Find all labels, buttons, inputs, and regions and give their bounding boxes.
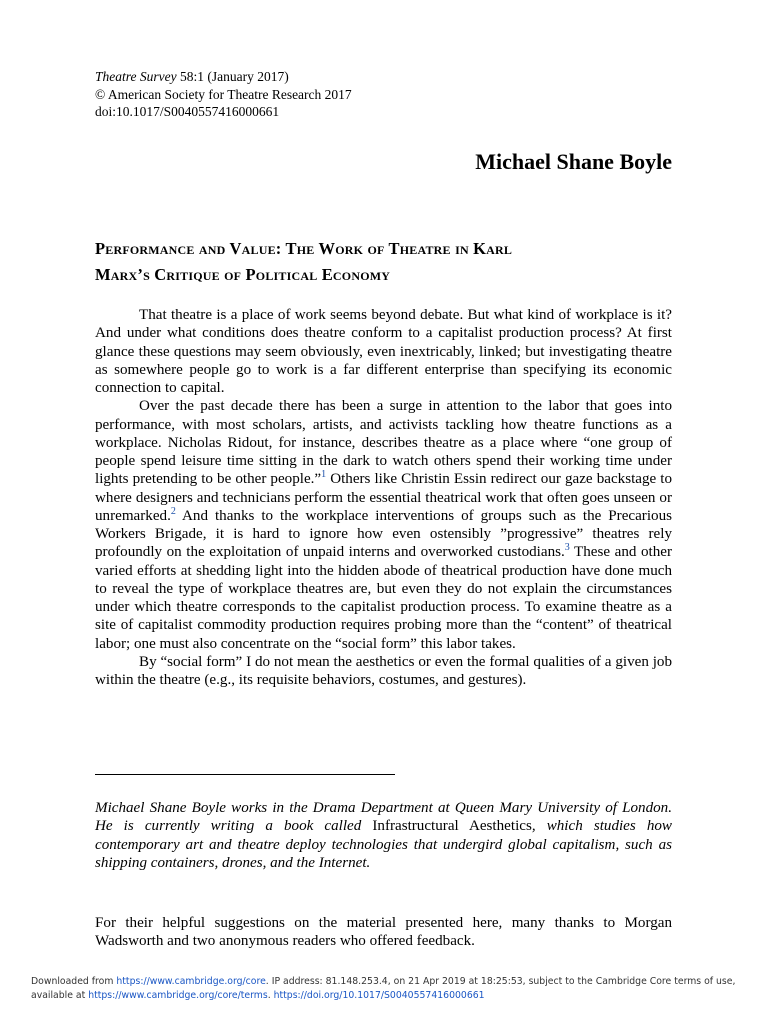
copyright-line: © American Society for Theatre Research 2017	[95, 86, 352, 102]
journal-header	[95, 68, 352, 121]
download-notice	[31, 975, 747, 1003]
footnote-ref-2[interactable]: 2	[170, 505, 176, 517]
doi-line: doi:10.1017/S0040557416000661	[95, 104, 280, 119]
download-separator: .	[267, 990, 274, 1001]
footnote-ref-1[interactable]: 1	[321, 469, 327, 481]
title-line-1: Performance and Value: The Work of Theatre in Karl	[95, 239, 513, 258]
paragraph-2-text-a: Over the past decade there has been a surge in attention to the labor that goes into performance, with most scholars, artists, and activists tackling how theatre functions as a workplace. Nicholas Ridout, for instance, describes theatre as a place where “one group of people spend leisure time sitting in the dark to watch others spend their working time under lights pretending to be other people.”	[95, 398, 672, 488]
article-title	[95, 236, 673, 288]
author-bio	[95, 799, 672, 872]
article-body	[95, 306, 672, 689]
paragraph-1: That theatre is a place of work seems beyond debate. But what kind of workplace is it? And under what conditions does theatre conform to a capitalist production process? At first glance these questions may seem obviously, even inextricably, linked; but investigating theatre as somewhere people go to work is a far different enterprise than specifying its economic connection to capital.	[95, 307, 672, 396]
paragraph-2-text-d: These and other varied efforts at shedding light into the hidden abode of theatrical production have done much to reveal the type of workplace theatres are, but even they do not explain the circumstances under which theatre corresponds to the capitalist production process. To examine theatre as a site of capitalist commodity production requires probing more than the “content” of theatrical labor; one must also concentrate on the “social form” this labor takes.	[95, 544, 672, 652]
cambridge-core-link[interactable]: https://www.cambridge.org/core	[116, 976, 266, 987]
download-middle: . IP address: 81.148.253.4, on 21 Apr 2019 at 18:25:53, subject to the Cambridge Core terms of use, available at	[31, 976, 736, 1001]
download-prefix: Downloaded from	[31, 976, 117, 987]
journal-issue: 58:1 (January 2017)	[176, 69, 289, 84]
footnote-divider	[95, 774, 395, 775]
paragraph-3: By “social form” I do not mean the aesthetics or even the formal qualities of a given job within the theatre (e.g., its requisite behaviors, costumes, and gestures).	[95, 653, 672, 688]
bio-book-title: Infrastructural Aesthetics	[372, 818, 532, 835]
title-line-2: Marx’s Critique of Political Economy	[95, 265, 391, 284]
bio-text-1: Michael Shane Boyle works in the Drama Department at Queen Mary University of London. He is currently writing a book called	[95, 800, 672, 835]
author-name: Michael Shane Boyle	[475, 149, 672, 174]
footnote-ref-3[interactable]: 3	[564, 542, 570, 554]
bio-text-2: , which studies how contemporary art and theatre deploy technologies that undergird global capitalism, such as shipping containers, drones, and the Internet.	[95, 818, 673, 871]
paragraph-2-text-b: Others like Christin Essin redirect our gaze backstage to where designers and technicians perform the essential theatrical work that often goes unseen or unremarked.	[95, 471, 673, 524]
paragraph-2	[95, 397, 672, 653]
terms-link[interactable]: https://www.cambridge.org/core/terms	[88, 990, 268, 1001]
paragraph-2-text-c: And thanks to the workplace interventions of groups such as the Precarious Workers Brigade, it is hard to ignore how even ostensibly ”progressive” theatres rely profoundly on the exploitation of unpaid interns and overworked custodians.	[95, 507, 672, 561]
acknowledgment: For their helpful suggestions on the material presented here, many thanks to Morgan Wadsworth and two anonymous readers who offered feedback.	[95, 915, 672, 950]
journal-name: Theatre Survey	[95, 69, 177, 84]
doi-link[interactable]: https://doi.org/10.1017/S0040557416000661	[273, 990, 485, 1001]
journal-citation	[95, 68, 352, 86]
